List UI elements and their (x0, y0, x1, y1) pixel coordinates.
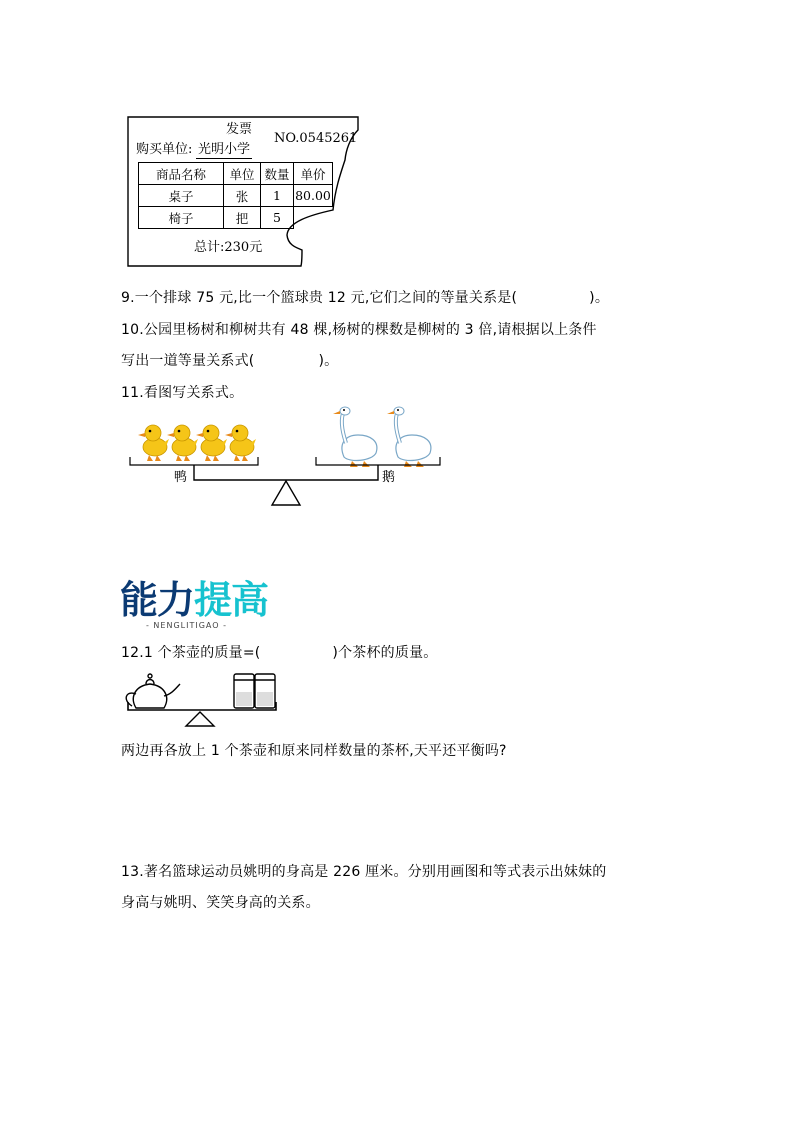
table-cell (294, 207, 333, 229)
question-13-line1: 13.著名篮球运动员姚明的身高是 226 厘米。分别用画图和等式表示出妹妹的 (121, 864, 607, 880)
invoice-buyer-value: 光明小学 (198, 142, 251, 157)
q9-text-end: )。 (589, 290, 610, 306)
section-logo: 能力提高 (120, 578, 269, 622)
question-12: 12.1 个茶壶的质量=( )个茶杯的质量。 (121, 645, 438, 661)
header-cell: 数量 (261, 163, 294, 185)
table-row (139, 207, 333, 229)
invoice-buyer-label: 购买单位: (136, 142, 193, 157)
table-cell: 80.00 (294, 185, 333, 207)
question-13-line2: 身高与姚明、笑笑身高的关系。 (121, 895, 320, 911)
duck-icon (196, 425, 227, 461)
table-row (139, 185, 333, 207)
goose-icon (333, 407, 377, 467)
fulcrum (272, 481, 300, 505)
question-10-line2: 写出一道等量关系式( )。 (121, 353, 339, 369)
balance-beam (194, 465, 378, 480)
header-cell: 单价 (294, 163, 333, 185)
goose-label: 鹅 (382, 470, 396, 485)
invoice-total: 总计:230元 (194, 240, 263, 255)
teapot-icon (126, 674, 180, 708)
invoice-table (138, 162, 333, 229)
duck-icon (167, 425, 198, 461)
cup-icon (255, 674, 275, 708)
q9-text: 9.一个排球 75 元,比一个篮球贵 12 元,它们之间的等量关系是( (121, 290, 518, 306)
teapot-cup-balance (0, 668, 794, 730)
goose-icon (387, 407, 431, 467)
table-cell: 5 (261, 207, 294, 229)
table-cell: 椅子 (139, 207, 224, 229)
header-cell: 单位 (224, 163, 261, 185)
table-row (139, 163, 333, 185)
duck-icon (225, 425, 256, 461)
question-9 (121, 288, 609, 308)
header-cell: 商品名称 (139, 163, 224, 185)
fulcrum (186, 712, 214, 726)
cup-icon (234, 674, 254, 708)
table-cell: 张 (224, 185, 261, 207)
duck-label: 鸭 (174, 470, 188, 485)
question-12-sub: 两边再各放上 1 个茶壶和原来同样数量的茶杯,天平还平衡吗? (121, 743, 507, 759)
invoice-outline (0, 0, 794, 280)
duck-icon (138, 425, 169, 461)
table-cell: 把 (224, 207, 261, 229)
invoice-number: NO.0545261 (274, 131, 358, 146)
table-cell: 桌子 (139, 185, 224, 207)
table-cell: 1 (261, 185, 294, 207)
duck-goose-balance (0, 405, 794, 515)
question-10-line1: 10.公园里杨树和柳树共有 48 棵,杨树的棵数是柳树的 3 倍,请根据以上条件 (121, 322, 597, 338)
section-logo-subtitle: - NENGLITIGAO - (146, 621, 227, 630)
question-11: 11.看图写关系式。 (121, 385, 244, 401)
invoice-title: 发票 (226, 122, 253, 137)
